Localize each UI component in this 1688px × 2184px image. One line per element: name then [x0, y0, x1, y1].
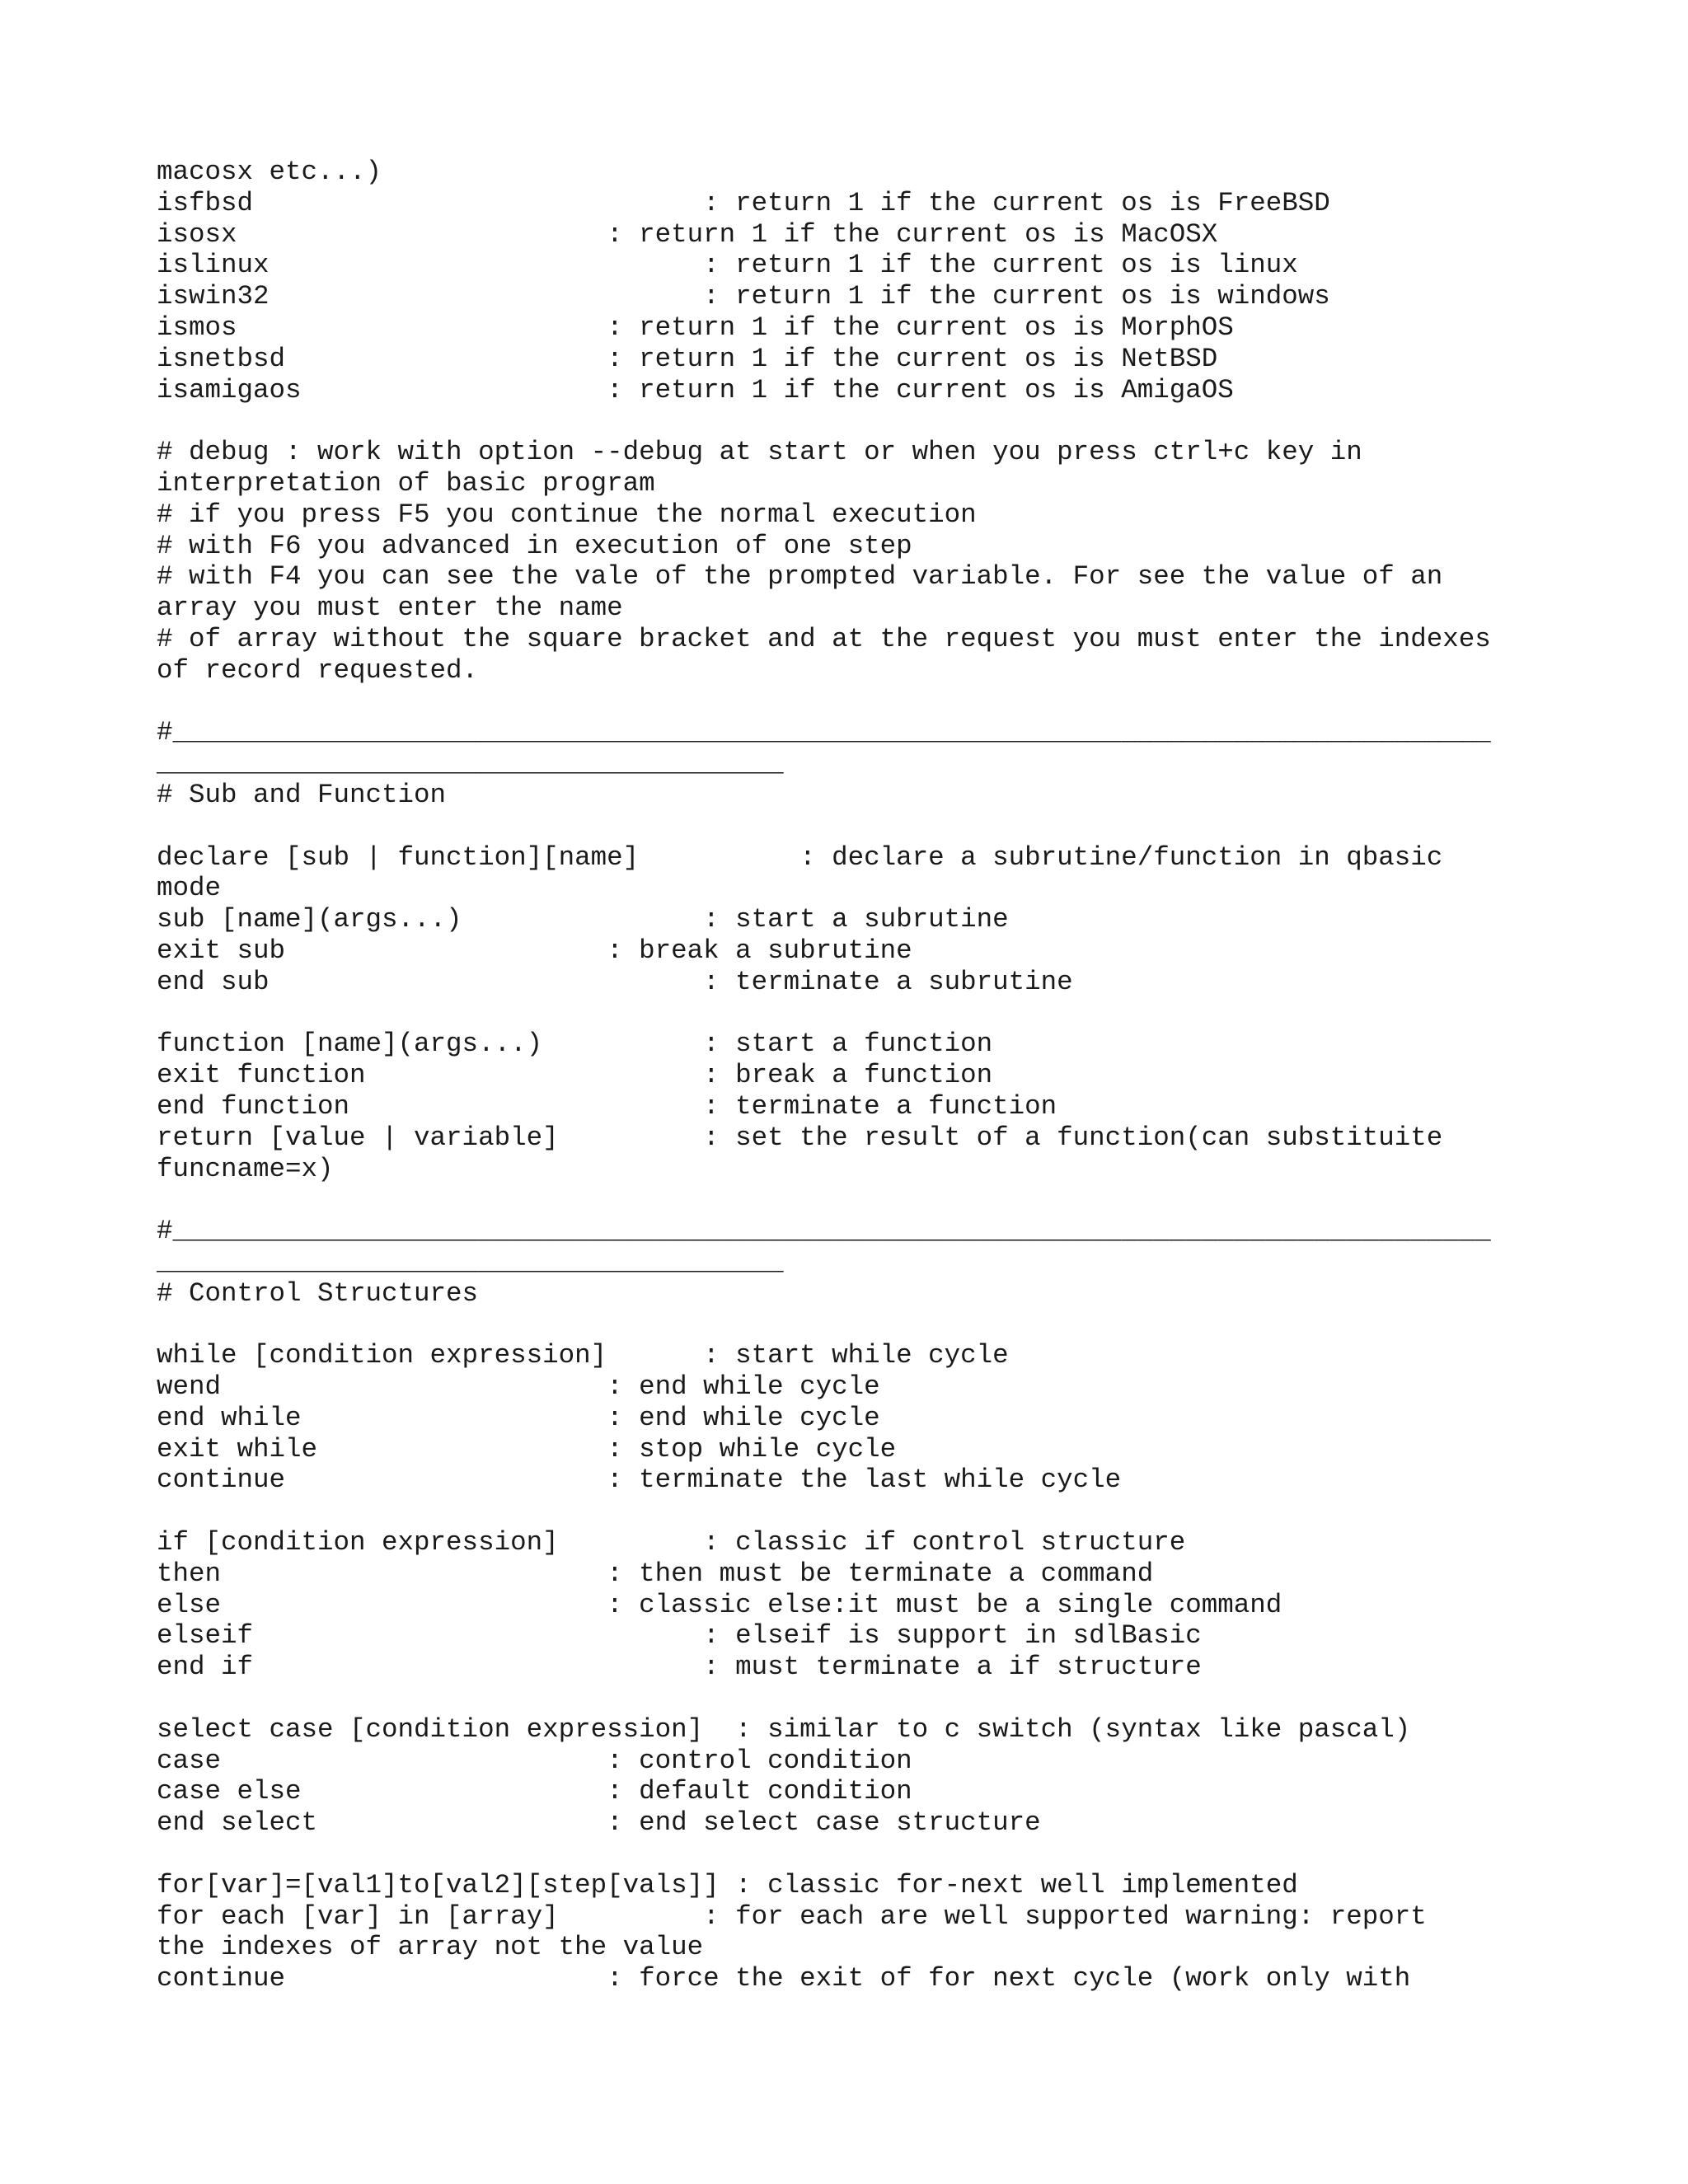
text-line: islinux : return 1 if the current os is linux [157, 250, 1298, 281]
text-line: interpretation of basic program [157, 467, 655, 499]
text-line: array you must enter the name [157, 593, 623, 624]
text-line: case : control condition [157, 1745, 912, 1776]
text-line: case else : default condition [157, 1776, 912, 1807]
text-line: # Sub and Function [157, 779, 447, 810]
text-line: continue : force the exit of for next cycle (work only with [157, 1963, 1411, 1994]
text-line: wend : end while cycle [157, 1371, 880, 1403]
text-line: return [value | variable] : set the result of a function(can substituite [157, 1122, 1443, 1153]
text-line: elseif : elseif is support in sdlBasic [157, 1620, 1202, 1652]
text-line: the indexes of array not the value [157, 1932, 704, 1963]
text-line: else : classic else:it must be a single command [157, 1589, 1282, 1620]
text-line: continue : terminate the last while cycle [157, 1465, 1122, 1496]
blank-line [157, 1184, 1574, 1216]
text-line: iswin32 : return 1 if the current os is windows [157, 281, 1330, 312]
blank-line [157, 1309, 1574, 1340]
text-line: for each [var] in [array] : for each are well supported warning: report [157, 1900, 1427, 1932]
text-line: exit function : break a function [157, 1060, 993, 1091]
blank-line [157, 687, 1574, 718]
text-line: end function : terminate a function [157, 1090, 1057, 1122]
text-line: # with F4 you can see the vale of the prompted variable. For see the value of an [157, 561, 1443, 593]
text-line: mode [157, 873, 222, 904]
blank-line [157, 1496, 1574, 1527]
text-line: # if you press F5 you continue the normal execution [157, 499, 977, 530]
text-line: of record requested. [157, 654, 479, 686]
text-line: end while : end while cycle [157, 1402, 880, 1433]
text-line: # with F6 you advanced in execution of one step [157, 530, 912, 561]
text-line: while [condition expression] : start while cycle [157, 1340, 1009, 1371]
text-line: isnetbsd : return 1 if the current os is NetBSD [157, 343, 1218, 374]
text-line: end sub : terminate a subrutine [157, 966, 1073, 997]
text-line: isosx : return 1 if the current os is MacOSX [157, 218, 1218, 250]
text-line: #__________________________________________________________________________________ [157, 1216, 1491, 1247]
text-line: end if : must terminate a if structure [157, 1652, 1202, 1683]
text-line: for[var]=[val1]to[val2][step[vals]] : classic for-next well implemented [157, 1869, 1298, 1900]
text-line: _______________________________________ [157, 1246, 784, 1277]
document-text [157, 157, 1574, 1994]
text-line: exit while : stop while cycle [157, 1433, 897, 1465]
text-line: then : then must be terminate a command [157, 1558, 1154, 1589]
text-line: select case [condition expression] : similar to c switch (syntax like pascal) [157, 1713, 1411, 1745]
blank-line [157, 1839, 1574, 1870]
blank-line [157, 405, 1574, 437]
text-line: exit sub : break a subrutine [157, 935, 912, 966]
text-line: _______________________________________ [157, 748, 784, 780]
text-line: funcname=x) [157, 1153, 334, 1184]
text-line: isamigaos : return 1 if the current os is AmigaOS [157, 374, 1234, 405]
text-line: if [condition expression] : classic if control structure [157, 1527, 1186, 1558]
text-line: end select : end select case structure [157, 1807, 1041, 1839]
text-line: declare [sub | function][name] : declare a subrutine/function in qbasic [157, 841, 1443, 873]
text-line: # of array without the square bracket and at the request you must enter the indexes [157, 623, 1491, 654]
text-line: isfbsd : return 1 if the current os is FreeBSD [157, 187, 1330, 218]
blank-line [157, 998, 1574, 1029]
text-line: ismos : return 1 if the current os is MorphOS [157, 312, 1234, 343]
text-line: #__________________________________________________________________________________ [157, 717, 1491, 748]
text-line: function [name](args...) : start a function [157, 1029, 993, 1060]
blank-line [157, 811, 1574, 842]
text-line: # Control Structures [157, 1277, 479, 1309]
blank-line [157, 1683, 1574, 1714]
text-line: macosx etc...) [157, 157, 382, 187]
text-line: sub [name](args...) : start a subrutine [157, 904, 1009, 935]
text-line: # debug : work with option --debug at start or when you press ctrl+c key in [157, 437, 1362, 468]
